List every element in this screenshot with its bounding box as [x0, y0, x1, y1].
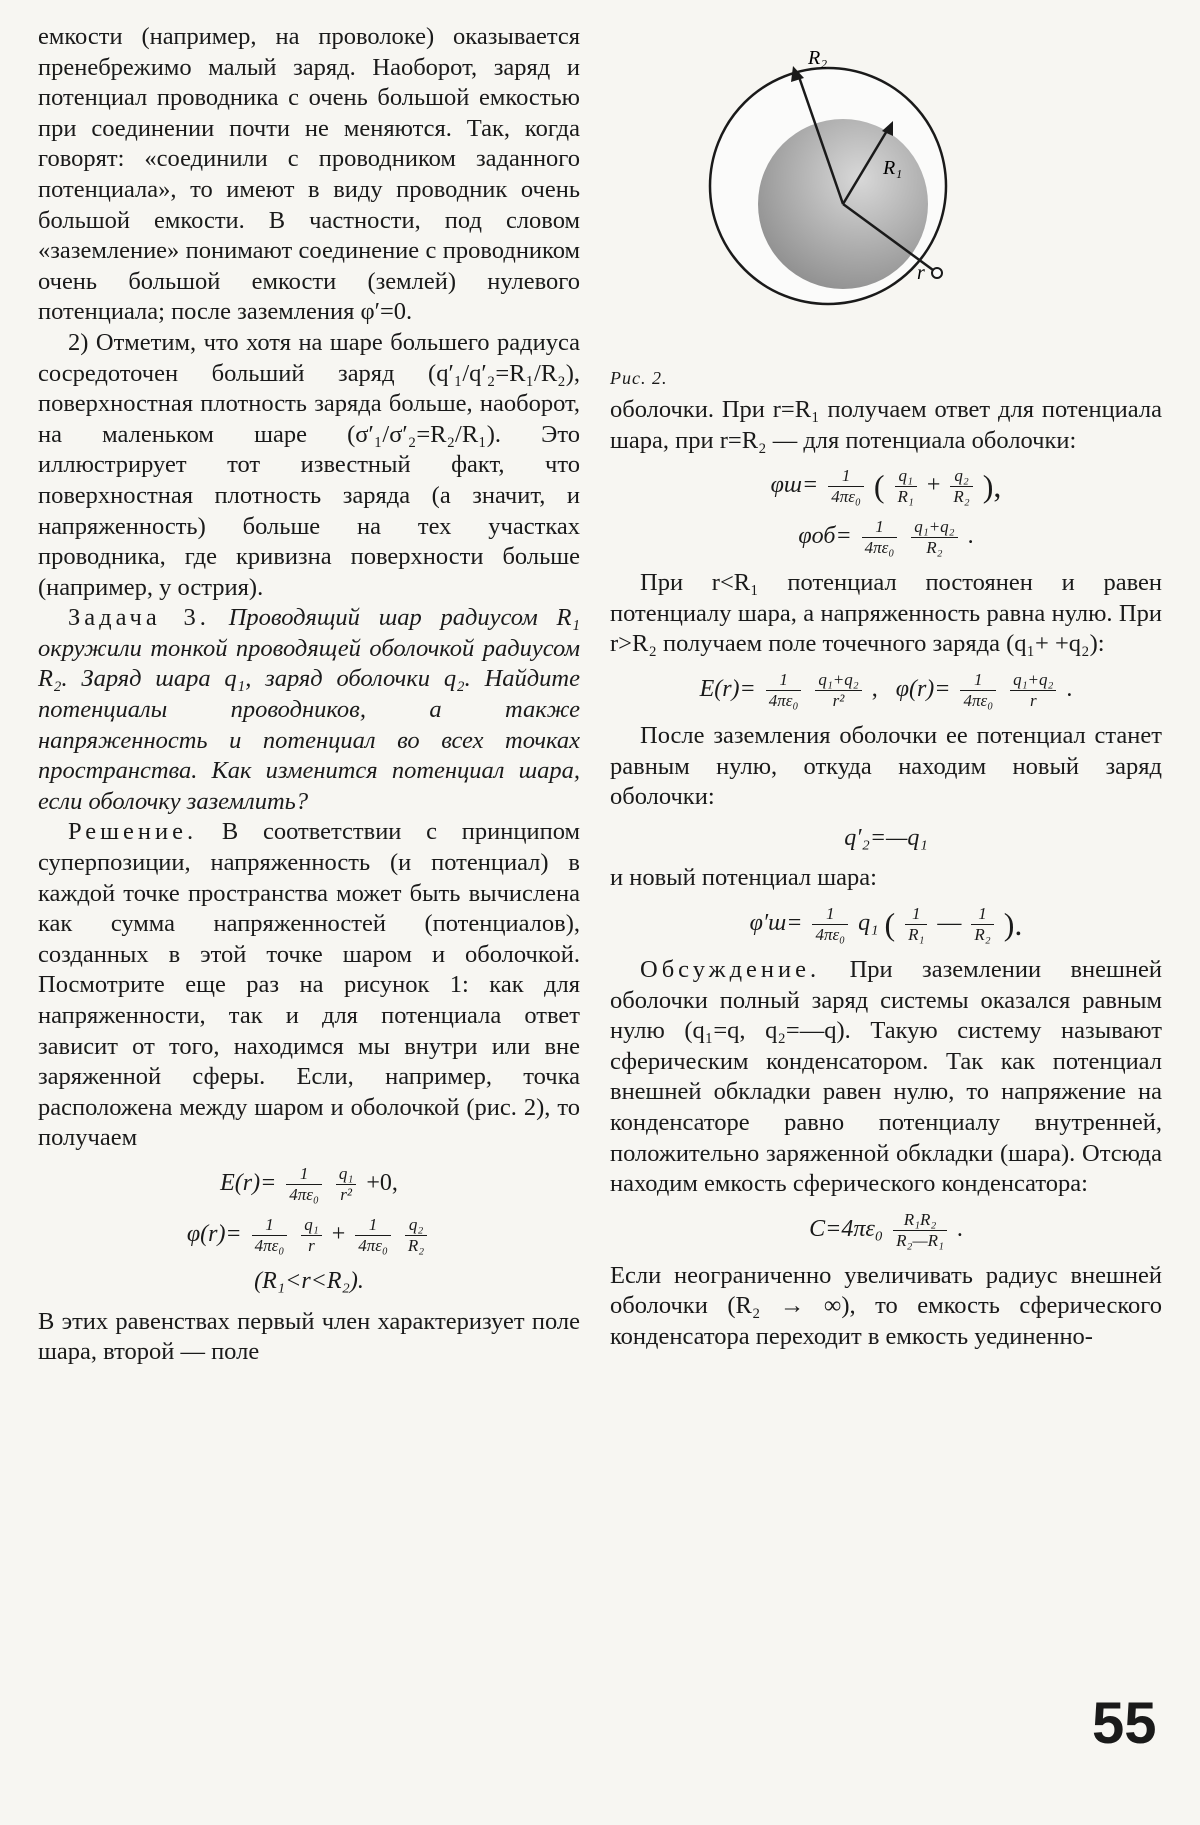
fraction: $\frac{\text{q₁+q₂}}{\text{r²}}$ [815, 670, 861, 711]
discussion-label: Обсуждение. [640, 955, 821, 983]
fraction: $\frac{1}{\text{4πε₀}}$ [286, 1164, 322, 1205]
left-column [38, 22, 580, 1368]
paragraph: емкости (например, на проволоке) оказывается пренебрежимо малый заряд. Наоборот, заряд и потенциал проводника с очень большой емкостью при соединении почти не меняются. Так, когда говорят: «соединили с проводником заданного потенциала», то имеют в виду проводник очень большой емкости. В частности, под словом «заземление» понимают соединение с проводником очень большой емкости (землей) нулевого потенциала; после заземления φ′=0. [38, 23, 580, 326]
label-R2: R₂ [808, 47, 828, 69]
fraction: $\frac{1}{\text{4πε₀}}$ [766, 670, 802, 711]
solution-text: В соответствии с принципом суперпозиции, напряженность (и потенциал) в каждой точке пространства может быть вычислена как сумма напряженностей (потенциалов), созданных в этой точке шаром и оболочкой. Посмотрите еще раз на рисунок 1: как для напряженности, так и для потенциала ответ зависит от того, находимся мы внутри или вне заряженной сферы. Если, например, точка расположена между шаром и оболочкой (рис. 2), то получаем [38, 818, 580, 1152]
label-r: r [917, 262, 925, 284]
formula-condition: (R₁<r<R₂). [254, 1267, 364, 1294]
figure-caption: Рис. 2. [610, 368, 668, 388]
point-marker [932, 268, 942, 278]
fraction: $\frac{1}{\text{4πε₀}}$ [828, 466, 864, 507]
fraction: $\frac{1}{\text{R₁}}$ [905, 904, 927, 945]
page-number: 55 [1092, 1691, 1157, 1756]
fraction: $\frac{1}{\text{4πε₀}}$ [252, 1215, 288, 1256]
right-column [610, 395, 1162, 1352]
paragraph: В этих равенствах первый член характеризует поле шара, второй — поле [38, 1307, 580, 1366]
formula-new-potential: φ′ш= $\frac{1}{\text{4πε₀}}$ q₁ ( $\frac{1}{\text{R₁}}$ — $\frac{1}{\text{R₂}}$ ). [749, 903, 1023, 944]
figure-sphere-shell [703, 34, 953, 329]
fraction: $\frac{\text{q₁+q₂}}{r}$ [1010, 670, 1056, 711]
fraction: $\frac{\text{q₂}}{\text{R₂}}$ [950, 466, 972, 507]
paragraph: оболочки. При r=R₁ получаем ответ для потенциала шара, при r=R₂ — для потенциала оболочки: [610, 396, 1162, 454]
paragraph: После заземления оболочки ее потенциал станет равным нулю, откуда находим новый заряд оболочки: [610, 721, 1162, 811]
formula-new-charge: q′₂=—q₁ [844, 824, 928, 851]
formula-shell-potential: φоб= $\frac{1}{\text{4πε₀}}$ $\frac{\text{q₁+q₂}}{\text{R₂}}$ . [798, 517, 974, 558]
formula-capacitance: C=4πε₀ $\frac{\text{R₁R₂}}{\text{R₂—R₁}}$ . [809, 1209, 963, 1250]
solution-label: Решение. [68, 818, 198, 846]
fraction: $\frac{1}{\text{R₂}}$ [971, 904, 993, 945]
fraction: $\frac{1}{\text{4πε₀}}$ [960, 670, 996, 711]
solution [38, 817, 580, 1154]
fraction: $\frac{\text{q₂}}{\text{R₂}}$ [405, 1215, 427, 1256]
task-label: Задача 3. [68, 604, 210, 632]
fraction: $\frac{\text{q₁}}{r}$ [301, 1215, 321, 1256]
fraction: $\frac{\text{q₁+q₂}}{\text{R₂}}$ [911, 517, 957, 558]
paragraph: и новый потенциал шара: [610, 864, 877, 892]
formula-ball-potential: φш= $\frac{1}{\text{4πε₀}}$ ( $\frac{\text{q₁}}{\text{R₁}}$ + $\frac{\text{q₂}}{\text{R₂}}$ ), [770, 466, 1002, 507]
formula-potential-between: φ(r)= $\frac{1}{\text{4πε₀}}$ $\frac{\text{q₁}}{r}$ + $\frac{1}{\text{4πε₀}}$ $\frac{\text{q₂}}{\text{R₂}}$ [38, 1215, 580, 1256]
fraction: $\frac{1}{\text{4πε₀}}$ [355, 1215, 391, 1256]
fraction: $\frac{\text{q₁}}{\text{r²}}$ [336, 1164, 356, 1205]
formula-field-between: E(r)= $\frac{1}{\text{4πε₀}}$ $\frac{\text{q₁}}{\text{r²}}$ +0, [220, 1163, 398, 1204]
paragraph: Если неограниченно увеличивать радиус внешней оболочки (R₂ → ∞), то емкость сферического конденсатора переходит в емкость уединенно- [610, 1261, 1162, 1350]
task-statement [38, 603, 580, 817]
fraction: $\frac{1}{\text{4πε₀}}$ [812, 904, 848, 945]
discussion [610, 955, 1162, 1200]
discussion-text: При заземлении внешней оболочки полный заряд системы оказался равным нулю (q₁=q, q₂=—q). Такую систему называют сферическим конденсатором. Так как потенциал внешней обкладки равен нулю, то напряжение на конденсаторе равно потенциалу внутренней, положительно заряженной обкладки (шара). Отсюда находим емкость сферического конденсатора: [610, 955, 1162, 1198]
paragraph: 2) Отметим, что хотя на шаре большего радиуса сосредоточен больший заряд (q′₁/q′₂=R₁/R₂), поверхностная плотность заряда больше, наоборот, на маленьком шаре (σ′₁/σ′₂=R₂/R₁). Это иллюстрирует тот известный факт, что поверхностная плотность заряда (а значит, и напряженность) больше на тех участках проводника, где кривизна поверхности больше (например, у острия). [38, 328, 580, 601]
fraction: $\frac{1}{\text{4πε₀}}$ [862, 517, 898, 558]
fraction: $\frac{\text{R₁R₂}}{\text{R₂—R₁}}$ [893, 1210, 947, 1251]
fraction: $\frac{\text{q₁}}{\text{R₁}}$ [895, 466, 917, 507]
label-R1: R₁ [883, 157, 903, 179]
paragraph: При r<R₁ потенциал постоянен и равен потенциалу шара, а напряженность равна нулю. При r>R₂ получаем поле точечного заряда (q₁+ +q₂): [610, 569, 1162, 658]
task-text: Проводящий шар радиусом R₁ окружили тонкой проводящей оболочкой радиусом R₂. Заряд шара q₁, заряд оболочки q₂. Найдите потенциалы проводников, а также напряженность и потенциал во всех точках пространства. Как изменится потенциал шара, если оболочку заземлить? [38, 604, 581, 815]
formula-outside: E(r)= $\frac{1}{\text{4πε₀}}$ $\frac{\text{q₁+q₂}}{\text{r²}}$ , φ(r)= $\frac{1}{\text{4πε₀}}$ $\frac{\text{q₁+q₂}}{r}$ . [699, 669, 1073, 710]
